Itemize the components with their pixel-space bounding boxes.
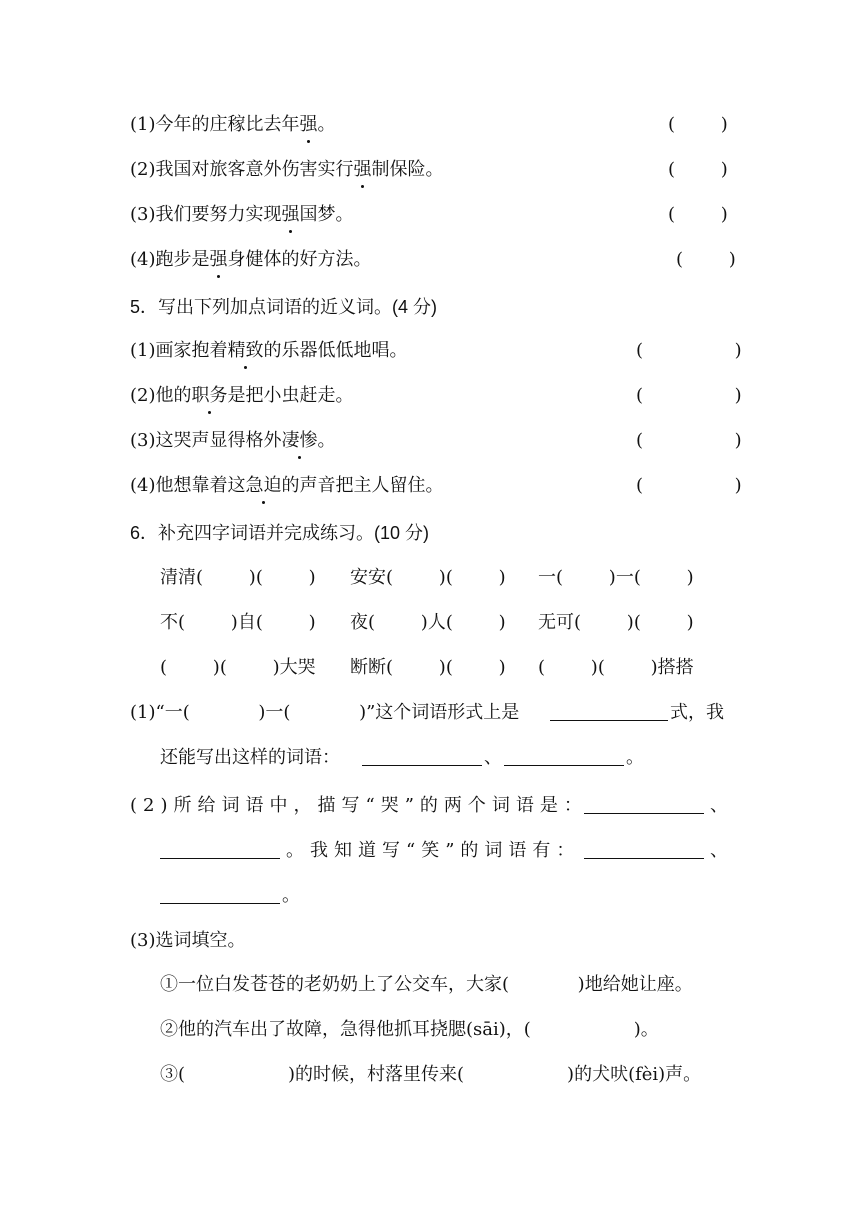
- answer-parens[interactable]: ( ): [636, 475, 742, 496]
- idiom-blank[interactable]: 夜( )人( ): [350, 612, 506, 633]
- idiom-blank[interactable]: 安安( )( ): [350, 567, 506, 588]
- q5-item-2: [0, 381, 860, 411]
- q5-item-1: [0, 336, 860, 366]
- q6-sub2-line2: 。我知道写“笑”的词语有： 、: [0, 836, 860, 866]
- q6-sub1-line2: 还能写出这样的词语： 、 。: [0, 743, 860, 773]
- q5-item-text: (3)这哭声显得格外凄惨。: [130, 426, 336, 456]
- dotted-word: 职务: [192, 381, 228, 411]
- q6-title: 6．补充四字词语并完成练习。(10 分): [130, 523, 430, 543]
- answer-blank[interactable]: [504, 743, 624, 776]
- dotted-word: 凄惨: [282, 426, 318, 456]
- q6-sub2-line1: (2)所给词语中，描写“哭”的两个词语是： 、: [0, 791, 860, 821]
- q4-item-text: (3)我们要努力实现强国梦。: [130, 200, 354, 230]
- answer-blank[interactable]: [160, 881, 280, 914]
- idiom-blank[interactable]: 不( )自( ): [160, 612, 316, 633]
- q6-word-row-2: [0, 608, 860, 638]
- idiom-blank[interactable]: 断断( )( ): [350, 657, 506, 678]
- answer-parens[interactable]: ( ): [636, 385, 742, 406]
- q6-sub3-title: (3)选词填空。: [130, 930, 246, 951]
- idiom-blank[interactable]: ( )( )大哭: [160, 657, 316, 678]
- q5-item-text: (1)画家抱着精致的乐器低低地唱。: [130, 336, 408, 366]
- q5-item-3: [0, 426, 860, 456]
- idiom-blank[interactable]: 清清( )( ): [160, 567, 316, 588]
- answer-blank[interactable]: [160, 836, 280, 869]
- q4-item-3: [0, 200, 860, 230]
- answer-blank[interactable]: [550, 698, 668, 731]
- q6-sub1-line1: (1)“一( )一( )”这个词语形式上是 式，我: [0, 698, 860, 728]
- answer-parens[interactable]: ( ): [668, 204, 728, 225]
- answer-parens[interactable]: ( ): [636, 340, 742, 361]
- q4-item-4: [0, 245, 860, 275]
- dotted-char: 强: [210, 245, 228, 275]
- q6-word-row-3: [0, 653, 860, 683]
- dotted-char: 强: [300, 110, 318, 140]
- dotted-char: 强: [354, 155, 372, 185]
- idiom-blank[interactable]: 一( )一( ): [538, 567, 694, 588]
- q5-item-text: (2)他的职务是把小虫赶走。: [130, 381, 354, 411]
- answer-blank[interactable]: [362, 743, 482, 776]
- q4-item-2: [0, 155, 860, 185]
- q4-item-1: [0, 110, 860, 140]
- q4-item-text: (2)我国对旅客意外伤害实行强制保险。: [130, 155, 444, 185]
- q4-item-text: (4)跑步是强身健体的好方法。: [130, 245, 372, 275]
- q4-item-text: (1)今年的庄稼比去年强。: [130, 110, 336, 140]
- q5-item-text: (4)他想靠着这急迫的声音把主人留住。: [130, 471, 444, 501]
- q6-sub3-item-1: ①一位白发苍苍的老奶奶上了公交车，大家( )地给她让座。: [160, 974, 693, 995]
- q6-word-row-1: [0, 563, 860, 593]
- idiom-blank[interactable]: ( )( )搭搭: [538, 657, 694, 678]
- q6-sub3-item-2: ②他的汽车出了故障，急得他抓耳挠腮(sāi)，( )。: [160, 1019, 659, 1040]
- answer-parens[interactable]: ( ): [636, 430, 742, 451]
- dotted-word: 急迫: [246, 471, 282, 501]
- idiom-blank[interactable]: 无可( )( ): [538, 612, 694, 633]
- q5-item-4: [0, 471, 860, 501]
- answer-parens[interactable]: ( ): [668, 159, 728, 180]
- answer-blank[interactable]: [584, 836, 704, 869]
- dotted-word: 精致: [228, 336, 264, 366]
- answer-blank[interactable]: [584, 791, 704, 824]
- dotted-char: 强: [282, 200, 300, 230]
- answer-parens[interactable]: ( ): [676, 249, 736, 270]
- q6-sub3-item-3: ③( )的时候，村落里传来( )的犬吠(fèi)声。: [160, 1064, 702, 1085]
- q5-title: 5．写出下列加点词语的近义词。(4 分): [130, 297, 438, 317]
- answer-parens[interactable]: ( ): [668, 114, 728, 135]
- q6-sub2-line3: 。: [0, 881, 860, 911]
